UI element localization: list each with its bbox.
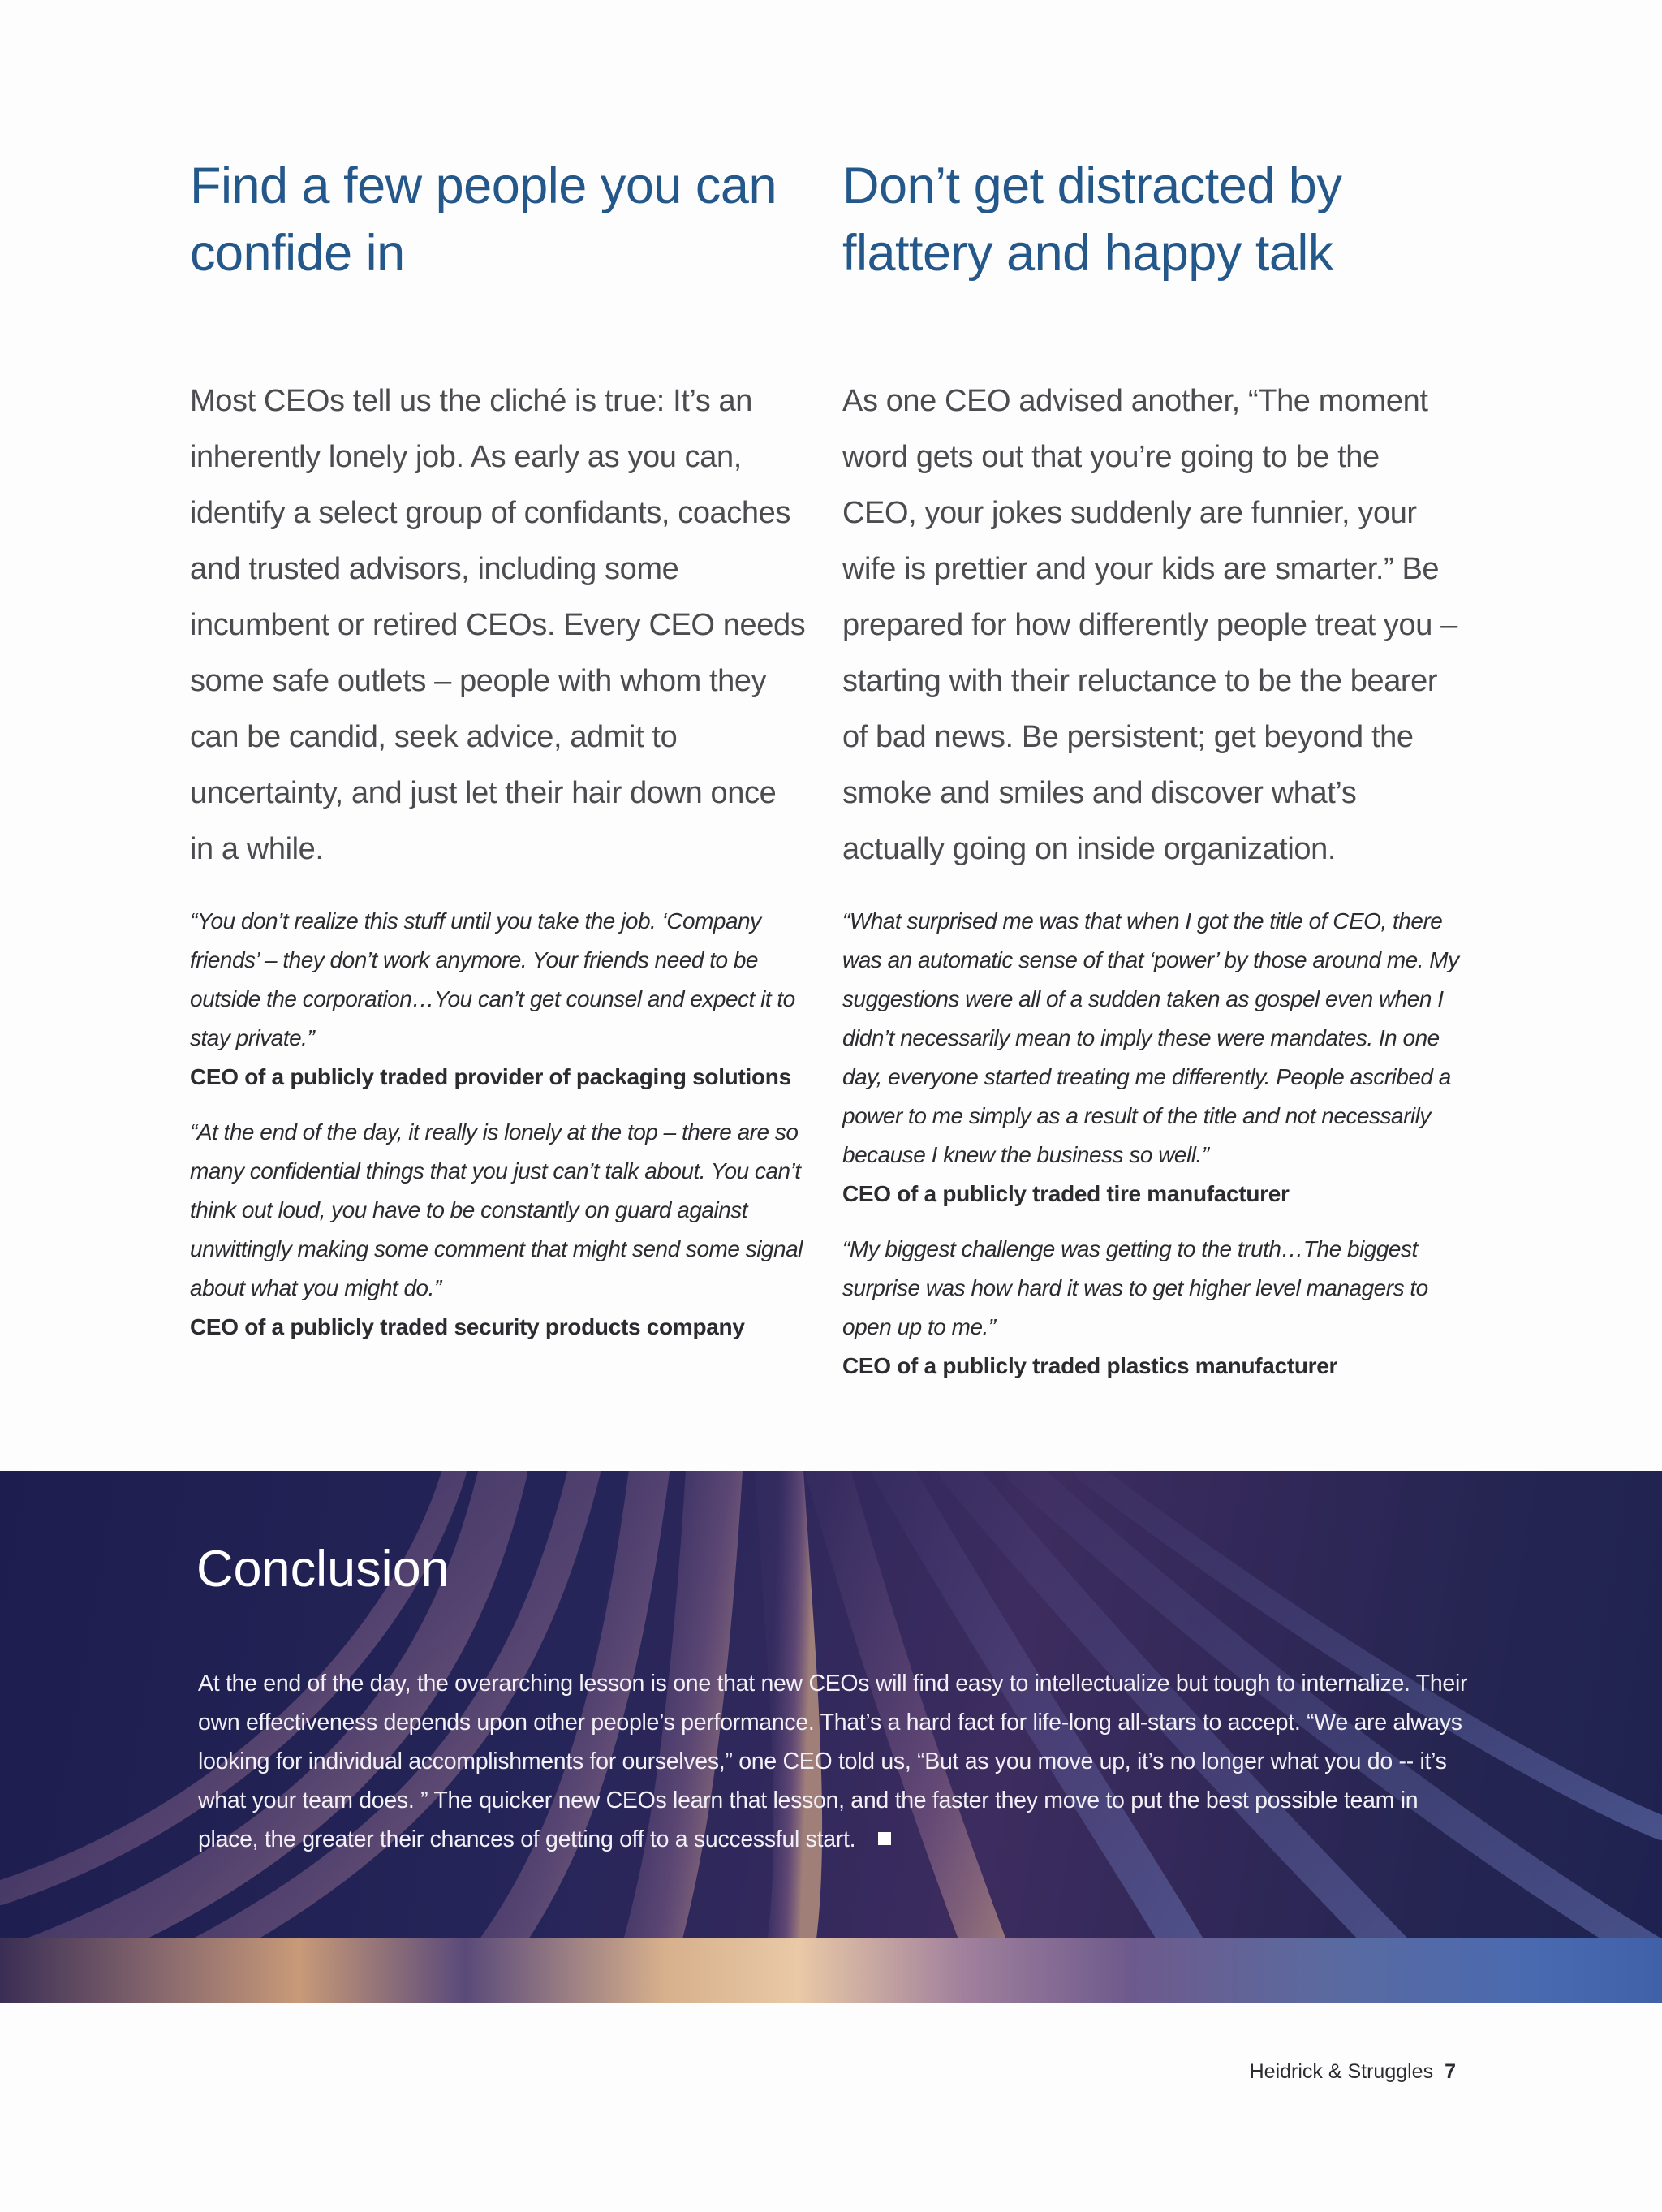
- left-quote-1: “You don’t realize this stuff until you take the job. ‘Company friends’ – they don’t work anymore. Your friends need to be outside the corporation…You can’t get counsel and expect it to stay private.”: [190, 908, 795, 1050]
- left-quote-2-attribution: CEO of a publicly traded security products company: [190, 1314, 745, 1339]
- right-column: [842, 153, 1459, 1386]
- left-column: [190, 153, 807, 1347]
- conclusion-body: At the end of the day, the overarching lesson is one that new CEOs will find easy to intellectualize but tough to internalize. Their own effectiveness depends upon other people’s performance. That’s a hard fact for life-long all-stars to accept. “We are always looking for individual accomplishments for ourselves,” one CEO told us, “But as you move up, it’s no longer what you do -- it’s what your team does. ” The quicker new CEOs learn that lesson, and the faster they move to put the best possible team in place, the greater their chances of getting off to a successful start.: [198, 1671, 1468, 1852]
- left-quote-1-attribution: CEO of a publicly traded provider of packaging solutions: [190, 1064, 791, 1089]
- end-square-icon: [878, 1832, 891, 1845]
- light-streak-strip: [0, 1938, 1662, 2003]
- left-quote-2: “At the end of the day, it really is lonely at the top – there are so many confidential things that you just can’t talk about. You can’t think out loud, you have to be constantly on guard against unwittingly making some comment that might send some signal about what you might do.”: [190, 1119, 803, 1300]
- page-footer: [1250, 2060, 1456, 2084]
- right-quote-2-attribution: CEO of a publicly traded plastics manufacturer: [842, 1353, 1338, 1378]
- right-quote-1-attribution: CEO of a publicly traded tire manufacturer: [842, 1181, 1290, 1206]
- right-heading: Don’t get distracted by flattery and happy talk: [842, 157, 1342, 282]
- conclusion-text: [198, 1664, 1480, 1859]
- right-quote-2: “My biggest challenge was getting to the truth…The biggest surprise was how hard it was to get higher level managers to open up to me.”: [842, 1236, 1428, 1339]
- footer-company-name: Heidrick & Struggles: [1249, 2060, 1434, 2083]
- page-number: 7: [1445, 2060, 1456, 2083]
- left-heading: Find a few people you can confide in: [190, 157, 777, 282]
- right-body-text: As one CEO advised another, “The moment word gets out that you’re going to be the CEO, your jokes suddenly are funnier, your wife is prettier and your kids are smarter.” Be prepared for how differently people treat you – starting with their reluctance to be the bearer of bad news. Be persistent; get beyond the smoke and smiles and discover what’s actually going on inside organization.: [842, 384, 1457, 866]
- right-quote-1: “What surprised me was that when I got the title of CEO, there was an automatic sense of that ‘power’ by those around me. My suggestions were all of a sudden taken as gospel even when I didn’t necessarily mean to imply these were mandates. In one day, everyone started treating me differently. People ascribed a power to me simply as a result of the title and not necessarily because I knew the business so well.”: [842, 908, 1459, 1167]
- conclusion-title: Conclusion: [196, 1541, 450, 1598]
- left-body-text: Most CEOs tell us the cliché is true: It’s an inherently lonely job. As early as you can, identify a select group of confidants, coaches and trusted advisors, including some incumbent or retired CEOs. Every CEO needs some safe outlets – people with whom they can be candid, seek advice, admit to uncertainty, and just let their hair down once in a while.: [190, 384, 806, 866]
